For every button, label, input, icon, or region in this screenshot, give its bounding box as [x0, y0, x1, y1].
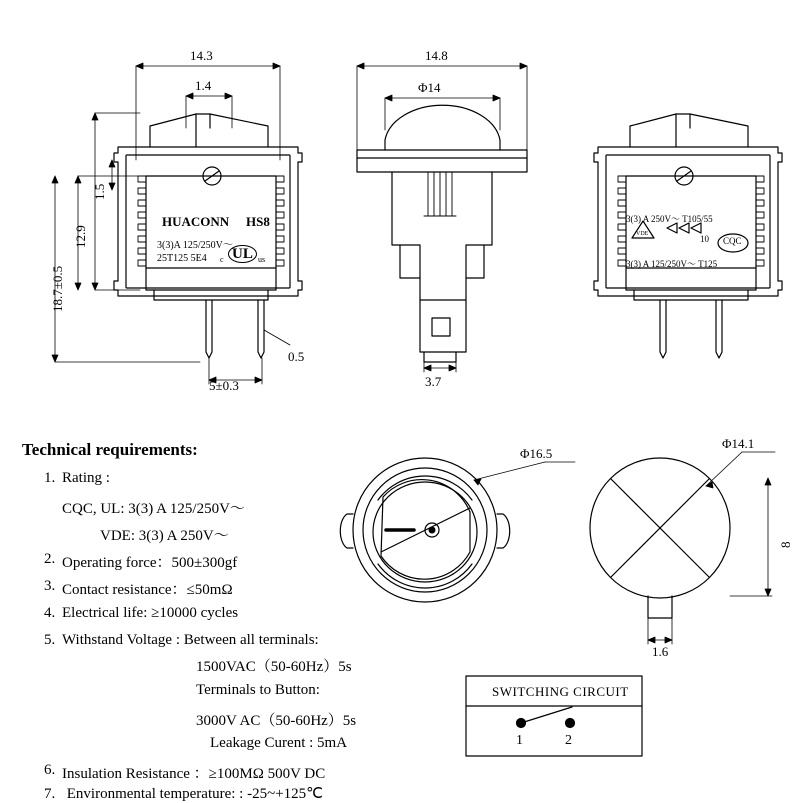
front-plate-rating: 3(3)A 125/250V～: [157, 240, 233, 251]
rear-plate-vde-mark: VDE: [636, 231, 649, 237]
req-7-number-inline: 7.: [44, 786, 56, 802]
req-3-number: 3.: [44, 578, 56, 594]
req-6-label: Insulation Resistance ：≥100MΩ 500V DC: [62, 766, 326, 782]
req-5-number: 5.: [44, 632, 56, 648]
switching-circuit-terminal-1: 1: [516, 733, 523, 748]
front-top-dim: 1.4: [195, 78, 212, 93]
req-5-line-3: 3000V AC（50-60Hz）5s: [196, 713, 357, 729]
req-1-line-1: CQC, UL: 3(3) A 125/250V～: [62, 501, 245, 517]
req-7-label: Environmental temperature: : -25~+125℃: [66, 786, 324, 802]
front-pin-thickness-dim: 0.5: [288, 349, 305, 364]
req-7-row: [44, 784, 323, 803]
rear-plate-mark-number: 10: [700, 234, 709, 244]
req-2-label: Operating force：500±300gf: [62, 555, 238, 571]
req-5-line-4: Leakage Curent : 5mA: [210, 735, 348, 751]
req-4-number: 4.: [44, 605, 56, 621]
req-5-label: Withstand Voltage : Between all terminals:: [62, 632, 319, 648]
side-bottom-dim: 3.7: [425, 374, 442, 389]
rear-plate-rating-bottom: 3(3) A 125/250V～ T125: [626, 259, 718, 269]
front-plate-code: 25T125 5E4: [157, 253, 207, 264]
ul-mark-c: c: [220, 255, 224, 264]
req-3-label: Contact resistance：≤50mΩ: [62, 582, 233, 598]
req-2-number: 2.: [44, 551, 56, 567]
req-1-label: Rating :: [62, 470, 110, 486]
bottom-round-outer-dim: Φ14.1: [722, 436, 755, 451]
side-diameter-dim: Φ14: [418, 80, 441, 95]
bottom-round-height-dim: 8: [778, 541, 793, 548]
switching-circuit-terminal-2: 2: [565, 733, 572, 748]
ul-mark: UL: [228, 245, 257, 263]
req-1-number: 1.: [44, 470, 56, 486]
front-dim-12-9: 12.9: [73, 225, 88, 248]
front-plate-brand: HUACONN: [162, 214, 230, 229]
front-plate-model: HS8: [246, 214, 270, 229]
req-5-line-1: 1500VAC（50-60Hz）5s: [196, 659, 352, 675]
switching-circuit-title: SWITCHING CIRCUIT: [492, 684, 629, 699]
rear-plate-rating-top: 3(3) A 250V～ T105/55: [626, 214, 713, 224]
bottom-round-tab-dim: 1.6: [652, 644, 669, 659]
front-pin-pitch-dim: 5±0.3: [209, 378, 239, 393]
front-dim-1-5: 1.5: [92, 183, 107, 200]
req-6-number: 6.: [44, 762, 56, 778]
req-4-label: Electrical life: ≥10000 cycles: [62, 605, 239, 621]
front-dim-18-7: 18.7±0.5: [50, 265, 65, 312]
req-5-line-2: Terminals to Button:: [196, 682, 320, 698]
req-1-line-2: VDE: 3(3) A 250V～: [100, 528, 229, 544]
rear-plate-cqc-mark: CQC: [723, 236, 742, 246]
tech-req-heading: Technical requirements:: [22, 440, 198, 459]
ul-mark-us: us: [258, 255, 266, 264]
side-width-dim: 14.8: [425, 48, 448, 63]
top-round-outer-dim: Φ16.5: [520, 446, 553, 461]
front-width-dim: 14.3: [190, 48, 213, 63]
